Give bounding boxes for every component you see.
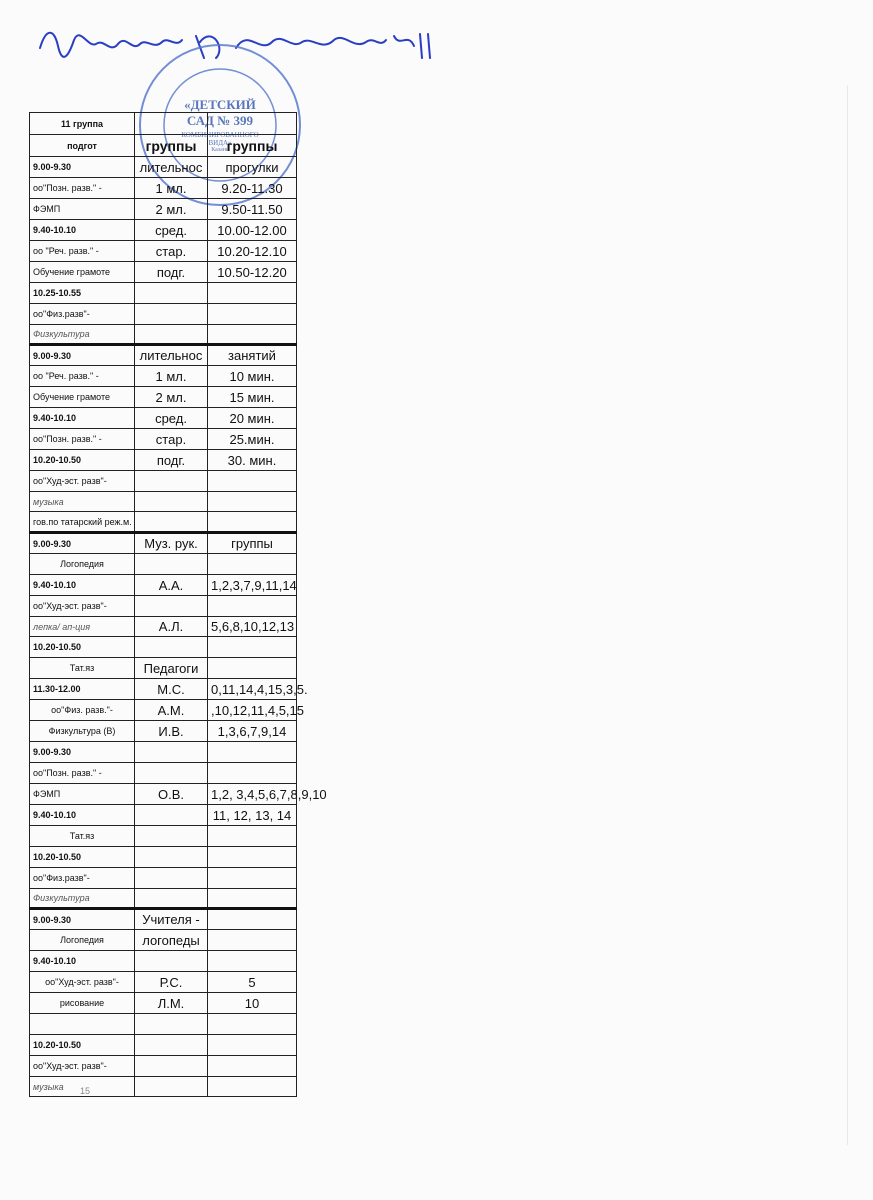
table-cell-2: 1 мл.	[135, 366, 208, 387]
table-cell-3	[208, 951, 297, 972]
table-cell-1: 10.20-10.50	[30, 847, 135, 868]
table-cell-3	[208, 283, 297, 304]
table-cell-2	[135, 1035, 208, 1056]
table-row	[30, 345, 297, 366]
schedule-table-body	[30, 113, 327, 1097]
table-row	[30, 429, 297, 450]
table-cell-1: 9.00-9.30	[30, 742, 135, 763]
table-cell-2: подг.	[135, 262, 208, 283]
table-cell-3: группы	[208, 533, 297, 554]
table-row	[30, 1035, 297, 1056]
table-cell-2	[135, 637, 208, 658]
table-row	[30, 951, 297, 972]
table-row	[30, 262, 297, 283]
table-cell-3	[208, 304, 297, 325]
table-cell-3	[208, 1014, 297, 1035]
table-row	[30, 113, 297, 135]
table-cell-2	[135, 471, 208, 492]
schedule-table	[29, 112, 327, 1097]
table-cell-3	[208, 909, 297, 930]
table-row	[30, 366, 297, 387]
table-cell-2	[135, 1077, 208, 1097]
table-cell-2	[135, 868, 208, 889]
table-cell-1: оо"Худ-эст. разв"-	[30, 972, 135, 993]
table-cell-3	[208, 1035, 297, 1056]
table-cell-2	[135, 554, 208, 575]
table-cell-2: Муз. рук.	[135, 533, 208, 554]
table-cell-1: оо"Физ.разв"-	[30, 868, 135, 889]
table-row	[30, 742, 297, 763]
table-cell-3: 9.50-11.50	[208, 199, 297, 220]
table-row	[30, 889, 297, 909]
table-cell-1: 9.40-10.10	[30, 951, 135, 972]
table-cell-3: 0,11,14,4,15,3,5.	[208, 679, 297, 700]
table-cell-1: оо"Позн. разв." -	[30, 178, 135, 199]
table-cell-1: 9.00-9.30	[30, 909, 135, 930]
table-cell-3	[208, 658, 297, 679]
table-cell-1: музыка	[30, 1077, 135, 1097]
table-cell-3: группы	[208, 135, 297, 157]
table-cell-3: ,10,12,11,4,5,15	[208, 700, 297, 721]
table-row	[30, 220, 297, 241]
table-cell-1	[30, 1014, 135, 1035]
table-cell-2: стар.	[135, 241, 208, 262]
table-cell-2: подг.	[135, 450, 208, 471]
table-cell-3: 1,3,6,7,9,14	[208, 721, 297, 742]
table-cell-3	[208, 596, 297, 617]
table-cell-1: 11.30-12.00	[30, 679, 135, 700]
table-row	[30, 241, 297, 262]
schedule-table-container	[29, 112, 327, 1097]
table-cell-3: 20 мин.	[208, 408, 297, 429]
table-cell-3	[208, 742, 297, 763]
table-cell-2	[135, 763, 208, 784]
table-cell-3: 10 мин.	[208, 366, 297, 387]
table-cell-2	[135, 847, 208, 868]
table-cell-2: сред.	[135, 220, 208, 241]
table-cell-2	[135, 1056, 208, 1077]
table-cell-3	[208, 113, 297, 135]
table-cell-2: группы	[135, 135, 208, 157]
table-row	[30, 763, 297, 784]
table-row	[30, 178, 297, 199]
table-cell-3	[208, 471, 297, 492]
table-cell-2	[135, 826, 208, 847]
table-cell-1: 9.40-10.10	[30, 805, 135, 826]
table-cell-1: оо"Худ-эст. разв"-	[30, 471, 135, 492]
table-cell-1: лепка/ ап-ция	[30, 617, 135, 637]
table-cell-3: 10	[208, 993, 297, 1014]
table-cell-1: Тат.яз	[30, 826, 135, 847]
table-row	[30, 868, 297, 889]
table-cell-3	[208, 763, 297, 784]
table-cell-3	[208, 637, 297, 658]
table-cell-1: 10.25-10.55	[30, 283, 135, 304]
table-cell-2: Педагоги	[135, 658, 208, 679]
table-row	[30, 930, 297, 951]
table-cell-1: 10.20-10.50	[30, 1035, 135, 1056]
table-cell-2: лительнос	[135, 345, 208, 366]
table-row	[30, 199, 297, 220]
table-cell-3: 30. мин.	[208, 450, 297, 471]
table-row	[30, 512, 297, 533]
table-row	[30, 575, 297, 596]
table-cell-2	[135, 1014, 208, 1035]
table-cell-3	[208, 512, 297, 533]
table-cell-1: 10.20-10.50	[30, 637, 135, 658]
table-row	[30, 492, 297, 512]
table-cell-3	[208, 847, 297, 868]
table-cell-3	[208, 492, 297, 512]
table-cell-3	[208, 889, 297, 909]
table-row	[30, 157, 297, 178]
table-cell-3	[208, 325, 297, 345]
table-row	[30, 679, 297, 700]
table-cell-1: 9.00-9.30	[30, 157, 135, 178]
stamp-line-4: ВИДА»	[208, 139, 232, 147]
table-cell-2	[135, 805, 208, 826]
table-row	[30, 972, 297, 993]
table-cell-1: музыка	[30, 492, 135, 512]
table-row	[30, 637, 297, 658]
table-row	[30, 617, 297, 637]
table-row	[30, 847, 297, 868]
table-cell-3: 9.20-11.30	[208, 178, 297, 199]
table-row	[30, 1014, 297, 1035]
table-row	[30, 135, 297, 157]
table-row	[30, 1056, 297, 1077]
table-cell-1: рисование	[30, 993, 135, 1014]
table-cell-1: оо "Реч. разв." -	[30, 241, 135, 262]
table-cell-3	[208, 826, 297, 847]
table-cell-2: лительнос	[135, 157, 208, 178]
table-row	[30, 283, 297, 304]
table-cell-1: оо "Реч. разв." -	[30, 366, 135, 387]
table-cell-2	[135, 596, 208, 617]
table-cell-2: А.Л.	[135, 617, 208, 637]
table-cell-3	[208, 868, 297, 889]
table-cell-3: 5	[208, 972, 297, 993]
table-cell-3	[208, 554, 297, 575]
table-cell-2	[135, 304, 208, 325]
table-row	[30, 325, 297, 345]
table-cell-3: 11, 12, 13, 14	[208, 805, 297, 826]
table-row	[30, 471, 297, 492]
table-cell-2: Р.С.	[135, 972, 208, 993]
table-cell-2: М.С.	[135, 679, 208, 700]
table-cell-1: оо"Худ-эст. разв"-	[30, 1056, 135, 1077]
table-row	[30, 658, 297, 679]
table-cell-3: прогулки	[208, 157, 297, 178]
table-cell-2: И.В.	[135, 721, 208, 742]
table-row	[30, 805, 297, 826]
table-cell-1: оо"Позн. разв." -	[30, 763, 135, 784]
table-cell-1: подгот	[30, 135, 135, 157]
table-cell-1: Обучение грамоте	[30, 387, 135, 408]
table-row	[30, 721, 297, 742]
table-row	[30, 784, 297, 805]
table-row	[30, 993, 297, 1014]
table-cell-1: Логопедия	[30, 930, 135, 951]
table-cell-3: 10.20-12.10	[208, 241, 297, 262]
table-cell-1: ФЭМП	[30, 199, 135, 220]
table-row	[30, 533, 297, 554]
table-cell-1: оо"Физ.разв"-	[30, 304, 135, 325]
table-cell-2	[135, 742, 208, 763]
table-cell-2: А.М.	[135, 700, 208, 721]
table-cell-2	[135, 512, 208, 533]
table-cell-1: Обучение грамоте	[30, 262, 135, 283]
table-cell-1: Физкультура	[30, 325, 135, 345]
scan-edge-line	[847, 85, 848, 1145]
table-cell-3: занятий	[208, 345, 297, 366]
table-cell-1: Тат.яз	[30, 658, 135, 679]
table-cell-3: 15 мин.	[208, 387, 297, 408]
table-row	[30, 387, 297, 408]
table-cell-1: 9.40-10.10	[30, 575, 135, 596]
table-cell-1: оо"Позн. разв." -	[30, 429, 135, 450]
table-cell-1: Логопедия	[30, 554, 135, 575]
table-cell-1: Физкультура	[30, 889, 135, 909]
stamp-line-1: «ДЕТСКИЙ	[184, 97, 256, 112]
table-cell-2: Учителя -	[135, 909, 208, 930]
table-row	[30, 450, 297, 471]
table-row	[30, 304, 297, 325]
table-cell-2: стар.	[135, 429, 208, 450]
table-cell-1: гов.по татарский реж.м.	[30, 512, 135, 533]
stamp-line-3: КОМБИНИРОВАННОГО	[181, 131, 259, 139]
table-cell-2: логопеды	[135, 930, 208, 951]
table-row	[30, 826, 297, 847]
table-cell-1: оо"Физ. разв."-	[30, 700, 135, 721]
table-cell-3	[208, 1056, 297, 1077]
table-cell-2: 2 мл.	[135, 387, 208, 408]
table-cell-1: оо"Худ-эст. разв"-	[30, 596, 135, 617]
table-cell-3: 1,2, 3,4,5,6,7,8,9,10	[208, 784, 297, 805]
table-cell-2: 1 мл.	[135, 178, 208, 199]
table-cell-1: 11 группа	[30, 113, 135, 135]
table-cell-3	[208, 930, 297, 951]
stamp-line-5: Казань	[211, 147, 229, 153]
table-cell-2: 2 мл.	[135, 199, 208, 220]
table-cell-2: О.В.	[135, 784, 208, 805]
table-cell-1: ФЭМП	[30, 784, 135, 805]
table-cell-2	[135, 325, 208, 345]
table-cell-2	[135, 951, 208, 972]
table-cell-3: 25.мин.	[208, 429, 297, 450]
table-cell-1: 9.00-9.30	[30, 533, 135, 554]
table-row	[30, 596, 297, 617]
table-cell-1: 9.40-10.10	[30, 408, 135, 429]
table-cell-2	[135, 492, 208, 512]
table-row	[30, 554, 297, 575]
stamp-line-2: САД № 399	[186, 113, 254, 128]
table-cell-3: 10.00-12.00	[208, 220, 297, 241]
table-cell-1: Физкультура (В)	[30, 721, 135, 742]
table-cell-3: 5,6,8,10,12,13	[208, 617, 297, 637]
table-row	[30, 909, 297, 930]
table-cell-2	[135, 283, 208, 304]
table-row	[30, 408, 297, 429]
table-cell-2	[135, 113, 208, 135]
table-cell-3	[208, 1077, 297, 1097]
table-cell-3: 10.50-12.20	[208, 262, 297, 283]
table-cell-1: 10.20-10.50	[30, 450, 135, 471]
table-cell-1: 9.40-10.10	[30, 220, 135, 241]
table-row	[30, 700, 297, 721]
table-row	[30, 1077, 297, 1097]
table-cell-1: 9.00-9.30	[30, 345, 135, 366]
table-cell-2: Л.М.	[135, 993, 208, 1014]
page-number: 15	[80, 1086, 91, 1096]
table-cell-2: А.А.	[135, 575, 208, 596]
table-cell-2: сред.	[135, 408, 208, 429]
table-cell-2	[135, 889, 208, 909]
table-cell-3: 1,2,3,7,9,11,14	[208, 575, 297, 596]
